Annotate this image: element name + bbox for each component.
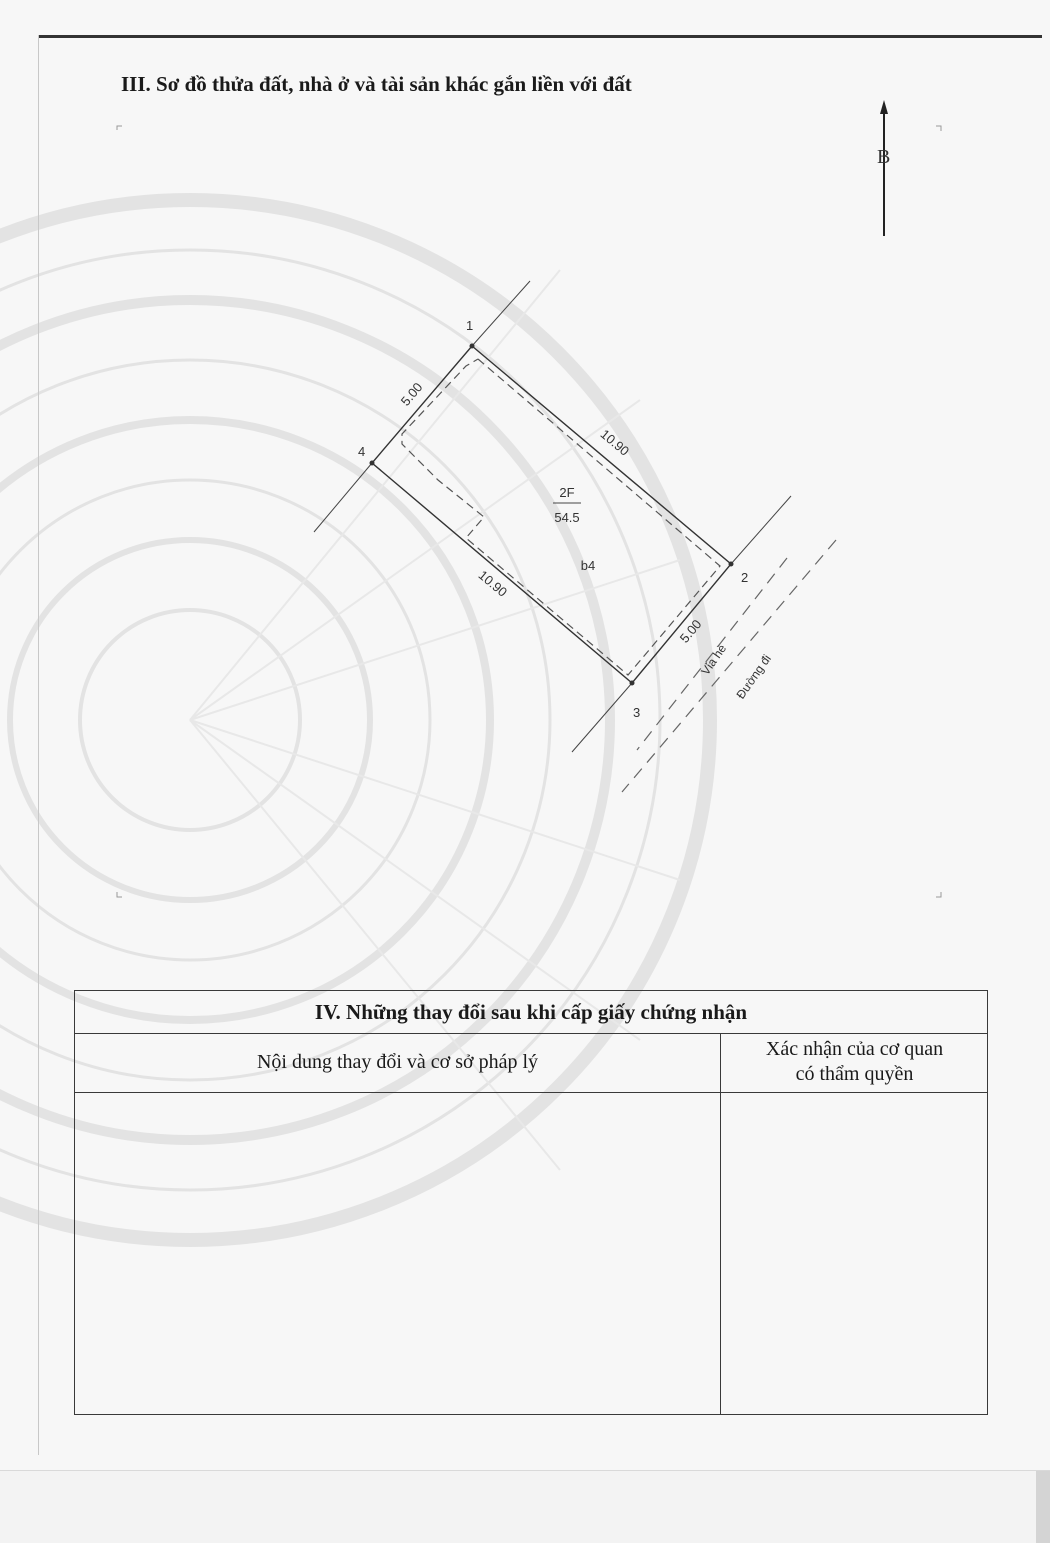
authority-header-line1: Xác nhận của cơ quan [765, 1038, 944, 1060]
page-edge [0, 1470, 1050, 1543]
section-iv-title: IV. Những thay đổi sau khi cấp giấy chứng nhận [75, 991, 987, 1034]
building-area: 54.5 [554, 510, 580, 525]
vertex-2 [729, 562, 734, 567]
north-arrow-icon [880, 100, 888, 236]
changes-content-header: Nội dung thay đổi và cơ sở pháp lý [256, 1051, 539, 1073]
north-label: B [877, 146, 891, 168]
road-edge [622, 540, 836, 792]
edge-length-1-2: 10.90 [597, 426, 633, 459]
vertex-4 [370, 461, 375, 466]
point-label-1: 1 [466, 318, 474, 333]
edge-length-1-4: 5.00 [397, 379, 426, 409]
changes-table [74, 990, 988, 1415]
point-label-2: 2 [741, 570, 749, 585]
building-floors: 2F [559, 485, 575, 500]
sidewalk-label: Vỉa hè [698, 641, 730, 678]
authority-header-line2: có thẩm quyền [795, 1063, 914, 1085]
corner-marks [117, 126, 941, 897]
point-label-4: 4 [358, 444, 366, 459]
edge-length-2-3: 5.00 [676, 616, 705, 646]
vertex-1 [470, 344, 475, 349]
section-iii-title: III. Sơ đồ thửa đất, nhà ở và tài sản khác gắn liền với đất [121, 72, 632, 96]
point-label-3: 3 [633, 705, 641, 720]
authority-confirmation-cell [721, 1093, 988, 1415]
parcel-boundary [372, 346, 731, 683]
vertex-3 [630, 681, 635, 686]
parcel-code: b4 [580, 558, 596, 573]
authority-confirmation-header [721, 1037, 988, 1087]
changes-content-cell [75, 1093, 720, 1415]
edge-length-4-3: 10.90 [475, 567, 511, 600]
road-label: Đường đi [733, 651, 774, 702]
